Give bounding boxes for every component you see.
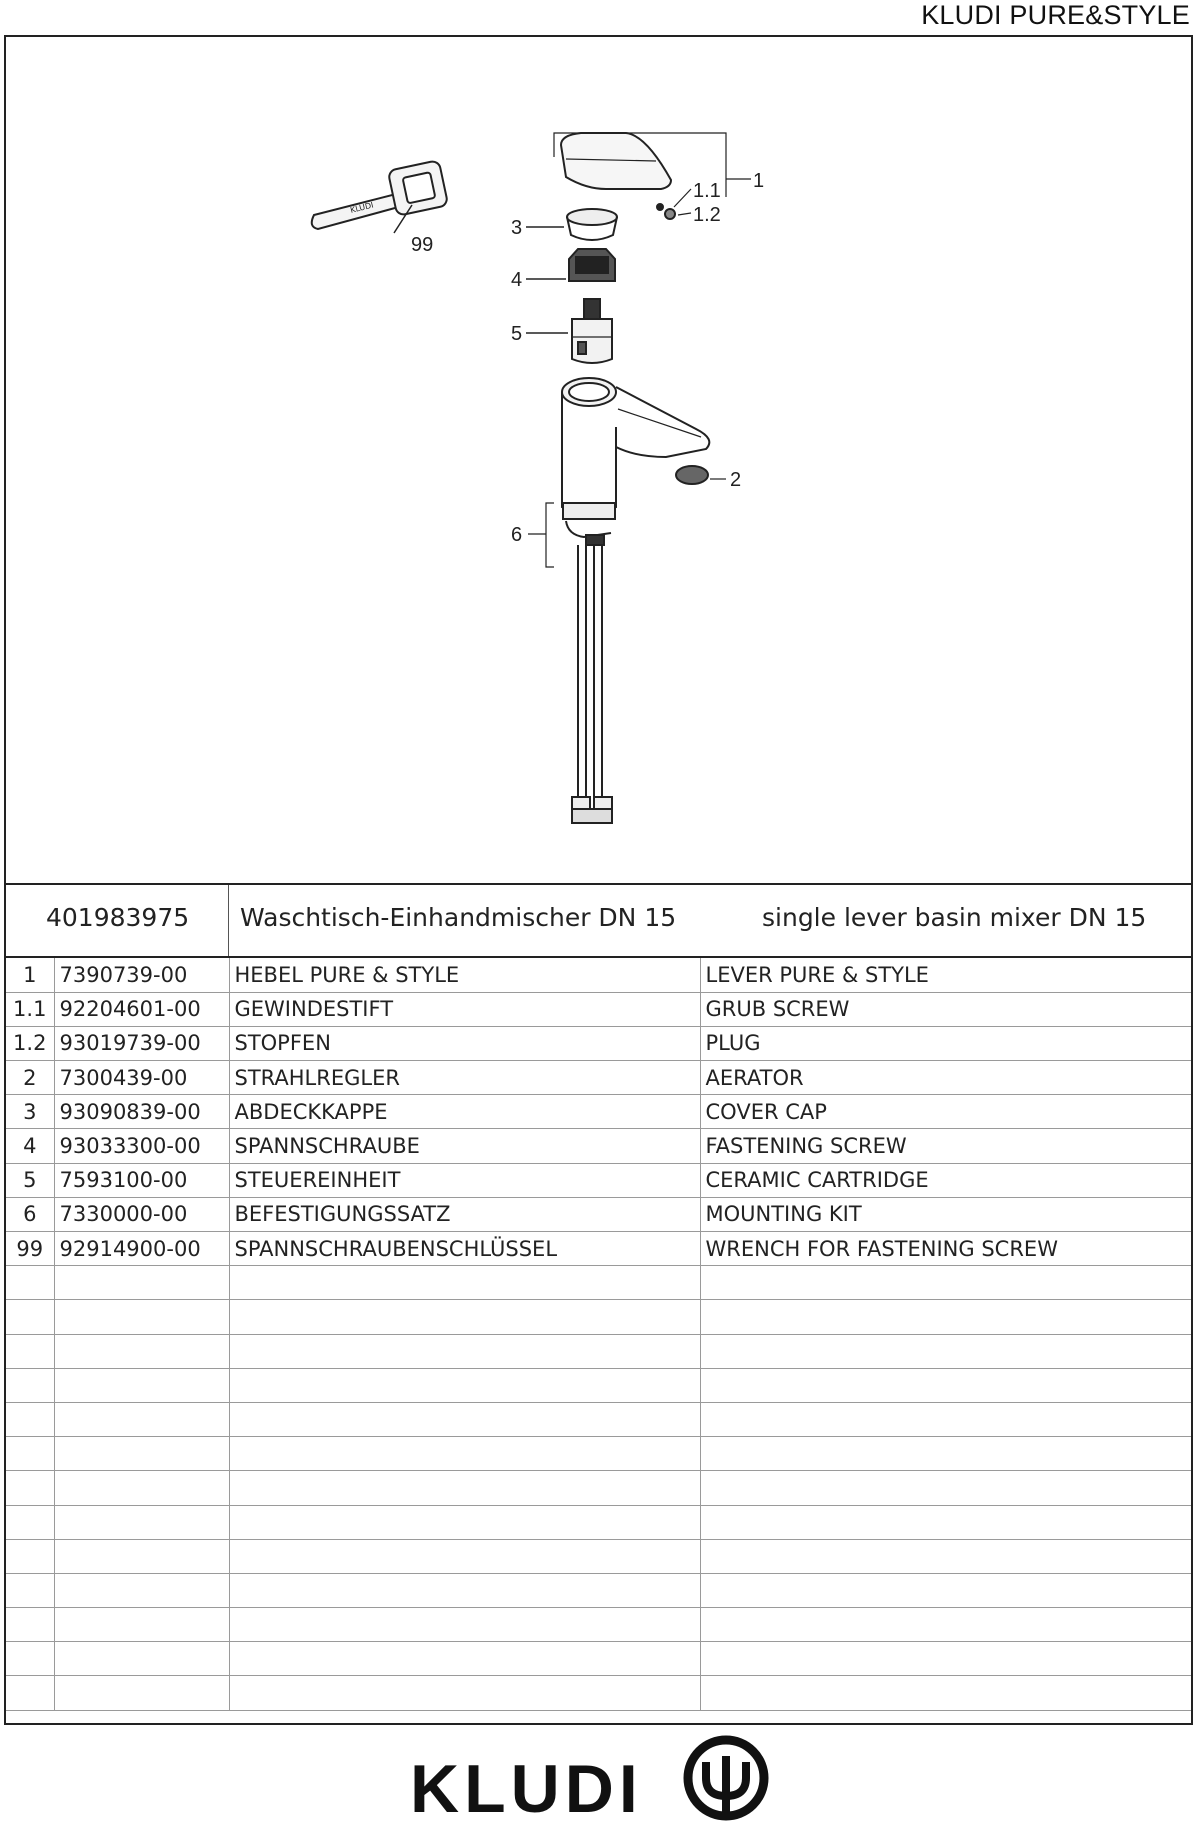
product-name-en: single lever basin mixer DN 15 [762, 903, 1147, 932]
cell-en: AERATOR [700, 1061, 1191, 1095]
cell-article: 93019739-00 [54, 1026, 229, 1060]
cell-pos: 99 [6, 1232, 54, 1266]
cell-article: 7593100-00 [54, 1163, 229, 1197]
exploded-view-drawing [6, 37, 1191, 883]
spare-parts-sheet [4, 35, 1193, 1725]
cell-pos: 5 [6, 1163, 54, 1197]
table-row [6, 1232, 1191, 1266]
empty-table-row [6, 1608, 1191, 1642]
callout-2: 2 [730, 469, 742, 491]
product-number: 401983975 [46, 903, 190, 932]
cell-article: 7390739-00 [54, 958, 229, 992]
cell-article: 7330000-00 [54, 1197, 229, 1231]
cell-en: PLUG [700, 1026, 1191, 1060]
empty-table-row [6, 1471, 1191, 1505]
table-row [6, 1163, 1191, 1197]
cell-en: LEVER PURE & STYLE [700, 958, 1191, 992]
cell-de: STRAHLREGLER [229, 1061, 700, 1095]
empty-table-row [6, 1573, 1191, 1607]
lever-part [554, 133, 751, 197]
empty-table-row [6, 1505, 1191, 1539]
cell-en: CERAMIC CARTRIDGE [700, 1163, 1191, 1197]
empty-table-row [6, 1334, 1191, 1368]
cell-en: COVER CAP [700, 1095, 1191, 1129]
cell-de: HEBEL PURE & STYLE [229, 958, 700, 992]
table-row [6, 1197, 1191, 1231]
cell-en: FASTENING SCREW [700, 1129, 1191, 1163]
cell-pos: 1.2 [6, 1026, 54, 1060]
empty-table-row [6, 1437, 1191, 1471]
product-name-de: Waschtisch-Einhandmischer DN 15 [240, 903, 677, 932]
empty-table-row [6, 1300, 1191, 1334]
wrench-part [312, 160, 448, 233]
callout-99: 99 [411, 234, 434, 256]
cell-de: GEWINDESTIFT [229, 992, 700, 1026]
kludi-logo-mark [682, 1734, 770, 1822]
cell-pos: 2 [6, 1061, 54, 1095]
cell-en: MOUNTING KIT [700, 1197, 1191, 1231]
cell-pos: 1 [6, 958, 54, 992]
kludi-logo: KLUDI [410, 1730, 790, 1825]
cell-de: SPANNSCHRAUBE [229, 1129, 700, 1163]
callout-4: 4 [511, 269, 523, 291]
empty-table-row [6, 1266, 1191, 1300]
cell-pos: 3 [6, 1095, 54, 1129]
cell-de: SPANNSCHRAUBENSCHLÜSSEL [229, 1232, 700, 1266]
cell-article: 92204601-00 [54, 992, 229, 1026]
callout-3: 3 [511, 217, 523, 239]
cell-article: 93090839-00 [54, 1095, 229, 1129]
cell-en: WRENCH FOR FASTENING SCREW [700, 1232, 1191, 1266]
cell-article: 93033300-00 [54, 1129, 229, 1163]
callout-6: 6 [511, 524, 523, 546]
table-row [6, 958, 1191, 992]
empty-table-row [6, 1539, 1191, 1573]
table-row [6, 1061, 1191, 1095]
cell-pos: 1.1 [6, 992, 54, 1026]
empty-table-row [6, 1676, 1191, 1710]
cell-de: STEUEREINHEIT [229, 1163, 700, 1197]
cell-pos: 4 [6, 1129, 54, 1163]
cell-en: GRUB SCREW [700, 992, 1191, 1026]
cell-pos: 6 [6, 1197, 54, 1231]
table-row [6, 1095, 1191, 1129]
table-row [6, 1129, 1191, 1163]
document-title: KLUDI PURE&STYLE [921, 0, 1190, 30]
table-row [6, 1026, 1191, 1060]
cell-de: STOPFEN [229, 1026, 700, 1060]
svg-text:KLUDI: KLUDI [349, 200, 375, 215]
table-row [6, 992, 1191, 1026]
cell-de: BEFESTIGUNGSSATZ [229, 1197, 700, 1231]
hose-part [528, 503, 612, 823]
cell-article: 92914900-00 [54, 1232, 229, 1266]
callout-1-1: 1.1 [693, 180, 721, 202]
cell-article: 7300439-00 [54, 1061, 229, 1095]
empty-table-row [6, 1642, 1191, 1676]
empty-table-row [6, 1368, 1191, 1402]
callout-5: 5 [511, 323, 523, 345]
cell-de: ABDECKKAPPE [229, 1095, 700, 1129]
product-header-row [6, 883, 1191, 958]
empty-table-row [6, 1402, 1191, 1436]
callout-1: 1 [753, 170, 765, 192]
mixer-body [562, 378, 709, 545]
spare-parts-table [6, 958, 1191, 1711]
callout-1-2: 1.2 [693, 204, 721, 226]
